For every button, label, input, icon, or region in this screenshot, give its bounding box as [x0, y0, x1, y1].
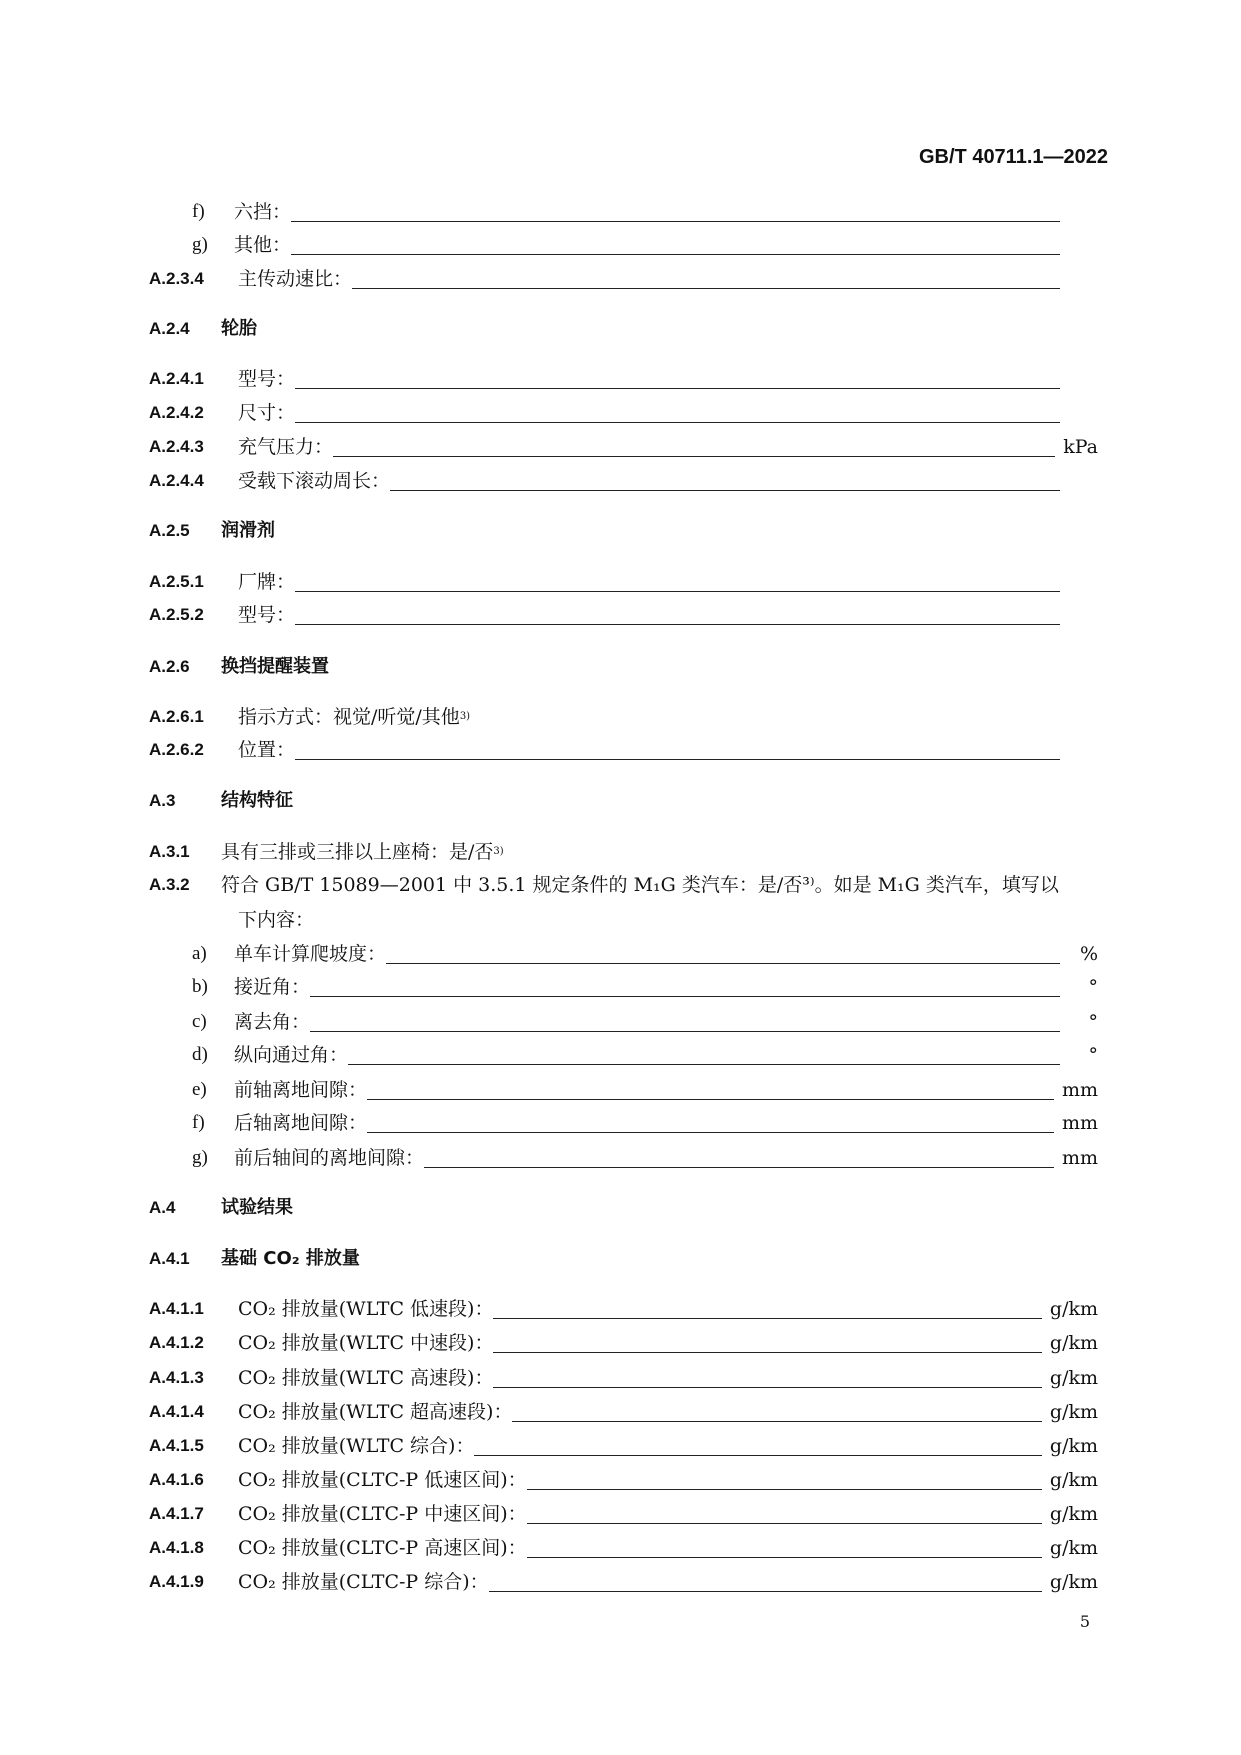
clause-number: A.2.4.3: [149, 437, 204, 456]
form-field-row: [149, 1296, 1098, 1322]
form-field-row: [192, 1145, 1098, 1171]
clause-number: A.4.1.4: [149, 1402, 204, 1421]
field-label: CO₂ 排放量(CLTC-P 低速区间)：: [238, 1469, 527, 1491]
field-label: 离去角：: [234, 1011, 311, 1033]
fill-in-blank[interactable]: [527, 1537, 1042, 1558]
form-field-row: [192, 1042, 1098, 1068]
form-field-row: [149, 1399, 1098, 1425]
clause-number: d): [192, 1044, 208, 1065]
clause-number: g): [192, 234, 208, 255]
unit-label: mm: [1061, 1147, 1098, 1169]
fill-in-blank[interactable]: [291, 201, 1060, 222]
unit-label: kPa: [1063, 436, 1098, 458]
field-label: CO₂ 排放量(WLTC 低速段)：: [238, 1298, 494, 1320]
clause-number: c): [192, 1011, 207, 1032]
section-title: 试验结果: [221, 1197, 293, 1218]
form-field-row: [149, 266, 1098, 292]
section-title: 润滑剂: [221, 520, 275, 541]
unit-label: g/km: [1049, 1401, 1098, 1423]
fill-in-blank[interactable]: [493, 1298, 1041, 1319]
form-field-row: [149, 737, 1098, 763]
fill-in-blank[interactable]: [295, 571, 1060, 592]
field-label: 充气压力：: [238, 436, 334, 458]
field-label: CO₂ 排放量(WLTC 高速段)：: [238, 1367, 494, 1389]
unit-label: %: [1079, 943, 1098, 965]
field-label: CO₂ 排放量(WLTC 综合)：: [238, 1435, 475, 1457]
clause-number: A.4.1.7: [149, 1504, 204, 1523]
clause-number: A.2.4.1: [149, 369, 204, 388]
form-field-row: [149, 872, 1098, 898]
clause-number: f): [192, 201, 205, 222]
fill-in-blank[interactable]: [527, 1469, 1042, 1490]
page-number: 5: [1079, 1612, 1090, 1631]
form-field-row: [149, 569, 1098, 595]
footnote-ref: 3): [459, 711, 471, 722]
field-label: 后轴离地间隙：: [234, 1112, 368, 1134]
field-label: 符合 GB/T 15089—2001 中 3.5.1 规定条件的 M₁G 类汽车：是/否³⁾。如是 M₁G 类汽车，填写以: [221, 874, 1059, 896]
form-field-row: [192, 974, 1098, 1000]
section-heading: [149, 316, 1098, 342]
unit-label: g/km: [1049, 1503, 1098, 1525]
field-label: CO₂ 排放量(CLTC-P 中速区间)：: [238, 1503, 527, 1525]
clause-number: A.3: [149, 791, 176, 810]
clause-number: A.4.1.9: [149, 1572, 204, 1591]
form-field-row: [192, 1110, 1098, 1136]
fill-in-blank[interactable]: [295, 368, 1060, 389]
field-label: CO₂ 排放量(WLTC 中速段)：: [238, 1332, 494, 1354]
form-field-row: [192, 1077, 1098, 1103]
unit-label: g/km: [1049, 1537, 1098, 1559]
section-heading: [149, 788, 1098, 814]
section-heading: [149, 1195, 1098, 1221]
clause-number: A.4.1.8: [149, 1538, 204, 1557]
field-label: CO₂ 排放量(WLTC 超高速段)：: [238, 1401, 513, 1423]
unit-label: g/km: [1049, 1469, 1098, 1491]
clause-number: A.2.5.2: [149, 605, 204, 624]
section-title: 结构特征: [221, 790, 293, 811]
standard-number-header: GB/T 40711.1—2022: [918, 146, 1108, 168]
clause-number: f): [192, 1112, 205, 1133]
unit-label: g/km: [1049, 1571, 1098, 1593]
unit-label: g/km: [1049, 1435, 1098, 1457]
fill-in-blank[interactable]: [493, 1367, 1041, 1388]
clause-number: A.4.1.1: [149, 1299, 204, 1318]
fill-in-blank[interactable]: [489, 1571, 1042, 1592]
form-field-row: [149, 1365, 1098, 1391]
section-heading: [149, 1246, 1098, 1272]
clause-number: A.4.1.5: [149, 1436, 204, 1455]
field-label: 主传动速比：: [238, 268, 353, 290]
clause-number: a): [192, 943, 207, 964]
fill-in-blank[interactable]: [352, 268, 1060, 289]
fill-in-blank[interactable]: [367, 1112, 1054, 1133]
form-field-row: [149, 1467, 1098, 1493]
fill-in-blank[interactable]: [310, 976, 1060, 997]
clause-number: A.2.4: [149, 319, 190, 338]
clause-number: g): [192, 1147, 208, 1168]
clause-number: A.2.6: [149, 657, 190, 676]
clause-number: A.2.5.1: [149, 572, 204, 591]
fill-in-blank[interactable]: [295, 402, 1060, 423]
section-heading: [149, 654, 1098, 680]
section-title: 基础 CO₂ 排放量: [221, 1248, 360, 1269]
field-label: 厂牌：: [238, 571, 296, 593]
unit-label: g/km: [1049, 1332, 1098, 1354]
clause-number: A.4.1.2: [149, 1333, 204, 1352]
fill-in-blank[interactable]: [386, 943, 1060, 964]
section-title: 轮胎: [221, 318, 257, 339]
field-label: CO₂ 排放量(CLTC-P 综合)：: [238, 1571, 489, 1593]
clause-number: A.2.6.1: [149, 707, 204, 726]
field-label: 受载下滚动周长：: [238, 470, 391, 492]
form-field-row: [149, 400, 1098, 426]
fill-in-blank[interactable]: [310, 1011, 1060, 1032]
form-field-row: [149, 1535, 1098, 1561]
unit-label: g/km: [1049, 1367, 1098, 1389]
fill-in-blank[interactable]: [367, 1079, 1054, 1100]
unit-label: °: [1088, 976, 1098, 998]
fill-in-blank[interactable]: [295, 604, 1060, 625]
form-field-row: [192, 1009, 1098, 1035]
field-label: 位置：: [238, 739, 296, 761]
field-label: 纵向通过角：: [234, 1044, 349, 1066]
form-field-row: [149, 1501, 1098, 1527]
form-field-row: [149, 602, 1098, 628]
form-field-row: [149, 704, 1098, 730]
form-field-row: [192, 199, 1098, 225]
section-title: 换挡提醒装置: [221, 656, 329, 677]
form-field-row: [149, 1569, 1098, 1595]
field-label: 前轴离地间隙：: [234, 1079, 368, 1101]
field-label: 下内容：: [238, 909, 315, 931]
form-field-row: [192, 941, 1098, 967]
form-field-row: [149, 468, 1098, 494]
fill-in-blank[interactable]: [512, 1401, 1041, 1422]
unit-label: mm: [1061, 1079, 1098, 1101]
field-label: 前后轴间的离地间隙：: [234, 1147, 425, 1169]
field-label: 型号：: [238, 604, 296, 626]
form-field-row: [149, 1330, 1098, 1356]
field-label: CO₂ 排放量(CLTC-P 高速区间)：: [238, 1537, 527, 1559]
clause-number: A.4.1.6: [149, 1470, 204, 1489]
clause-number: A.2.4.4: [149, 471, 204, 490]
form-field-row: [149, 1433, 1098, 1459]
form-field-row: [149, 434, 1098, 460]
clause-number: A.4: [149, 1198, 176, 1217]
fill-in-blank[interactable]: [424, 1147, 1054, 1168]
fill-in-blank[interactable]: [291, 234, 1060, 255]
unit-label: mm: [1061, 1112, 1098, 1134]
clause-number: b): [192, 976, 208, 997]
fill-in-blank[interactable]: [390, 470, 1060, 491]
fill-in-blank[interactable]: [348, 1044, 1060, 1065]
field-label: 接近角：: [234, 976, 311, 998]
clause-number: A.4.1: [149, 1249, 190, 1268]
field-label: 其他：: [234, 234, 292, 256]
clause-number: A.2.5: [149, 521, 190, 540]
section-heading: [149, 518, 1098, 544]
fill-in-blank[interactable]: [295, 739, 1060, 760]
unit-label: °: [1088, 1044, 1098, 1066]
clause-number: A.4.1.3: [149, 1368, 204, 1387]
clause-number: A.3.2: [149, 875, 190, 894]
form-field-row: [149, 839, 1098, 865]
clause-number: e): [192, 1079, 207, 1100]
fill-in-blank[interactable]: [474, 1435, 1041, 1456]
fill-in-blank[interactable]: [333, 436, 1055, 457]
field-label: 尺寸：: [238, 402, 296, 424]
clause-number: A.3.1: [149, 842, 190, 861]
field-label: 六挡：: [234, 201, 292, 223]
field-label: 型号：: [238, 368, 296, 390]
form-field-row: [192, 232, 1098, 258]
clause-number: A.2.4.2: [149, 403, 204, 422]
fill-in-blank[interactable]: [493, 1332, 1041, 1353]
field-label: 指示方式：视觉/听觉/其他: [238, 706, 460, 728]
field-label: 单车计算爬坡度：: [234, 943, 387, 965]
form-field-row: [149, 366, 1098, 392]
clause-number: A.2.6.2: [149, 740, 204, 759]
clause-number: A.2.3.4: [149, 269, 204, 288]
fill-in-blank[interactable]: [527, 1503, 1042, 1524]
unit-label: °: [1088, 1011, 1098, 1033]
footnote-ref: 3): [493, 846, 504, 857]
unit-label: g/km: [1049, 1298, 1098, 1320]
form-field-row: [149, 907, 1098, 933]
field-label: 具有三排或三排以上座椅：是/否: [221, 841, 494, 863]
